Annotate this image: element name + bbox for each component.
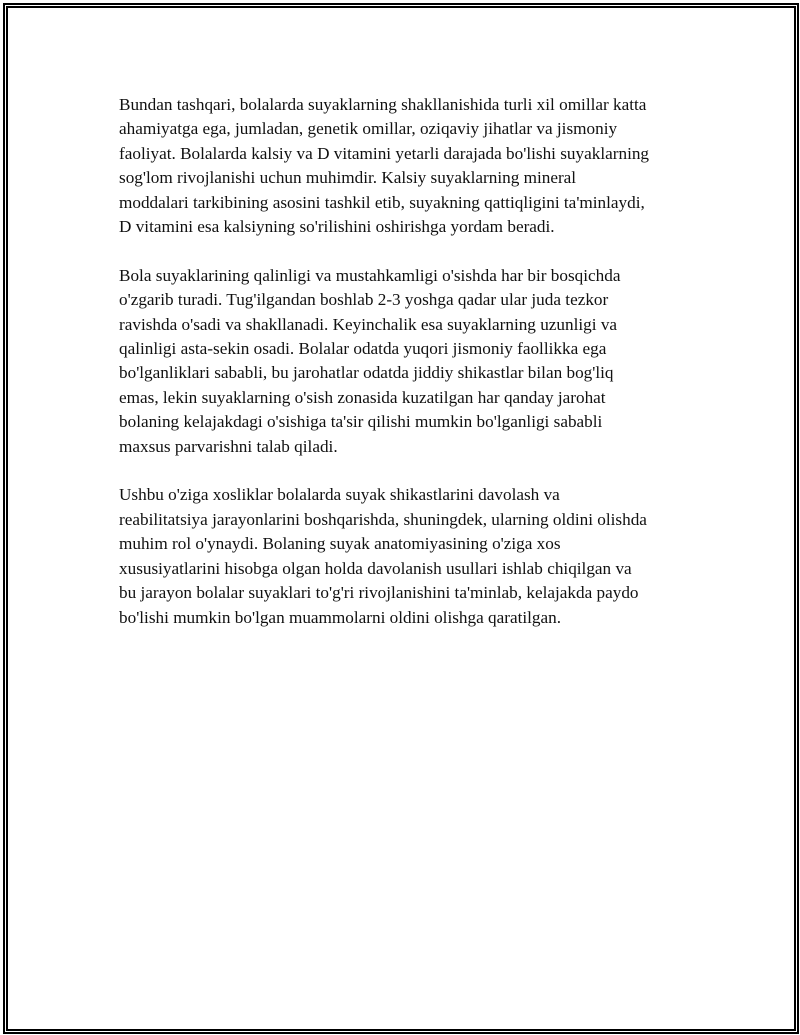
text-line: bo'lganliklari sababli, bu jarohatlar odatda jiddiy shikastlar bilan bog'liq	[119, 363, 614, 383]
text-line: muhim rol o'ynaydi. Bolaning suyak anatomiyasining o'ziga xos	[119, 534, 561, 554]
paragraph-1	[119, 93, 699, 239]
text-line: qalinligi asta-sekin osadi. Bolalar odatda yuqori jismoniy faollikka ega	[119, 339, 607, 359]
text-line: D vitamini esa kalsiyning so'rilishini oshirishga yordam beradi.	[119, 217, 555, 237]
text-line: o'zgarib turadi. Tug'ilgandan boshlab 2-3 yoshga qadar ular juda tezkor	[119, 290, 609, 310]
text-line: reabilitatsiya jarayonlarini boshqarishda, shuningdek, ularning oldini olishda	[119, 509, 647, 529]
text-line: moddalari tarkibining asosini tashkil etib, suyakning qattiqligini ta'minlaydi,	[119, 192, 645, 212]
text-line: bu jarayon bolalar suyaklari to'g'ri rivojlanishini ta'minlab, kelajakda paydo	[119, 583, 639, 603]
text-line: Ushbu o'ziga xosliklar bolalarda suyak shikastlarini davolash va	[119, 485, 560, 505]
text-line: xususiyatlarini hisobga olgan holda davolanish usullari ishlab chiqilgan va	[119, 558, 632, 578]
text-line: Bola suyaklarining qalinligi va mustahkamligi o'sishda har bir bosqichda	[119, 265, 621, 285]
text-line: bolaning kelajakdagi o'sishiga ta'sir qilishi mumkin bo'lganligi sababli	[119, 412, 603, 432]
text-line: ravishda o'sadi va shakllanadi. Keyinchalik esa suyaklarning uzunligi va	[119, 314, 618, 334]
paragraph-2	[119, 264, 699, 459]
text-line: bo'lishi mumkin bo'lgan muammolarni oldini olishga qaratilgan.	[119, 607, 562, 627]
text-line: Bundan tashqari, bolalarda suyaklarning shakllanishida turli xil omillar katta	[119, 95, 647, 114]
text-line: ahamiyatga ega, jumladan, genetik omillar, oziqaviy jihatlar va jismoniy	[119, 119, 618, 139]
text-line: sog'lom rivojlanishi uchun muhimdir. Kalsiy suyaklarning mineral	[119, 168, 577, 188]
text-line: faoliyat. Bolalarda kalsiy va D vitamini yetarli darajada bo'lishi suyaklarning	[119, 143, 650, 163]
document-body	[119, 93, 699, 654]
text-line: maxsus parvarishni talab qiladi.	[119, 436, 338, 456]
paragraph-3	[119, 483, 699, 629]
text-line: emas, lekin suyaklarning o'sish zonasida kuzatilgan har qanday jarohat	[119, 387, 606, 407]
